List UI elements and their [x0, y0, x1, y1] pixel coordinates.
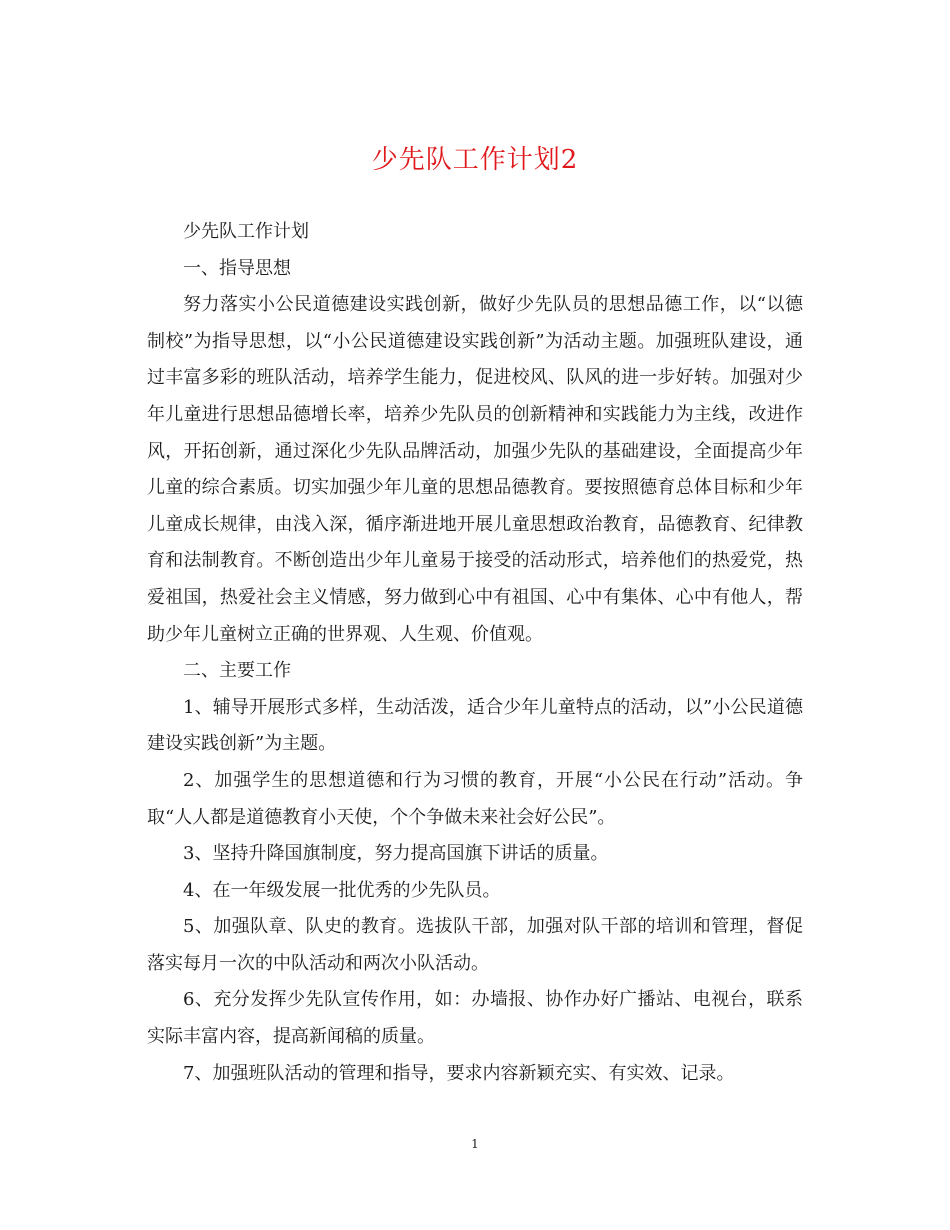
list-item-work-3: 3、坚持升降国旗制度，努力提高国旗下讲话的质量。	[183, 843, 609, 865]
list-item-work-5: 5、加强队章、队史的教育。选拔队干部，加强对队干部的培训和管理，督促落实每月一次的中队活动和两次小队活动。	[147, 916, 803, 974]
list-item-work-4: 4、在一年级发展一批优秀的少先队员。	[183, 879, 501, 901]
document-title: 少先队工作计划2	[371, 145, 579, 175]
section-heading-guiding-ideology: 一、指导思想	[183, 257, 291, 279]
paragraph-guiding-ideology: 努力落实小公民道德建设实践创新，做好少先队员的思想品德工作，以“以德制校”为指导思想，以“小公民道德建设实践创新”为活动主题。加强班队建设，通过丰富多彩的班队活动，培养学生能力，促进校风、队风的进一步好转。加强对少年儿童进行思想品德增长率，培养少先队员的创新精神和实践能力为主线，改进作风，开拓创新，通过深化少先队品牌活动，加强少先队的基础建设，全面提高少年儿童的综合素质。切实加强少年儿童的思想品德教育。要按照德育总体目标和少年儿童成长规律，由浅入深，循序渐进地开展儿童思想政治教育，品德教育、纪律教育和法制教育。不断创造出少年儿童易于接受的活动形式，培养他们的热爱党，热爱祖国，热爱社会主义情感，努力做到心中有祖国、心中有集体、心中有他人，帮助少年儿童树立正确的世界观、人生观、价值观。	[147, 294, 803, 645]
paragraph-heading-plan: 少先队工作计划	[183, 221, 309, 242]
list-item-work-1: 1、辅导开展形式多样，生动活泼，适合少年儿童特点的活动，以”小公民道德建设实践创新”为主题。	[147, 696, 803, 755]
list-item-work-6: 6、充分发挥少先队宣传作用，如：办墙报、协作办好广播站、电视台，联系实际丰富内容，提高新闻稿的质量。	[147, 989, 803, 1048]
list-item-work-7: 7、加强班队活动的管理和指导，要求内容新颖充实、有实效、记录。	[183, 1062, 735, 1084]
section-heading-main-work: 二、主要工作	[183, 660, 291, 682]
page-number: 1	[471, 1137, 479, 1151]
list-item-work-2: 2、加强学生的思想道德和行为习惯的教育，开展“小公民在行动”活动。争取“人人都是道德教育小天使，个个争做未来社会好公民”。	[147, 769, 803, 828]
document-body	[147, 214, 803, 1092]
